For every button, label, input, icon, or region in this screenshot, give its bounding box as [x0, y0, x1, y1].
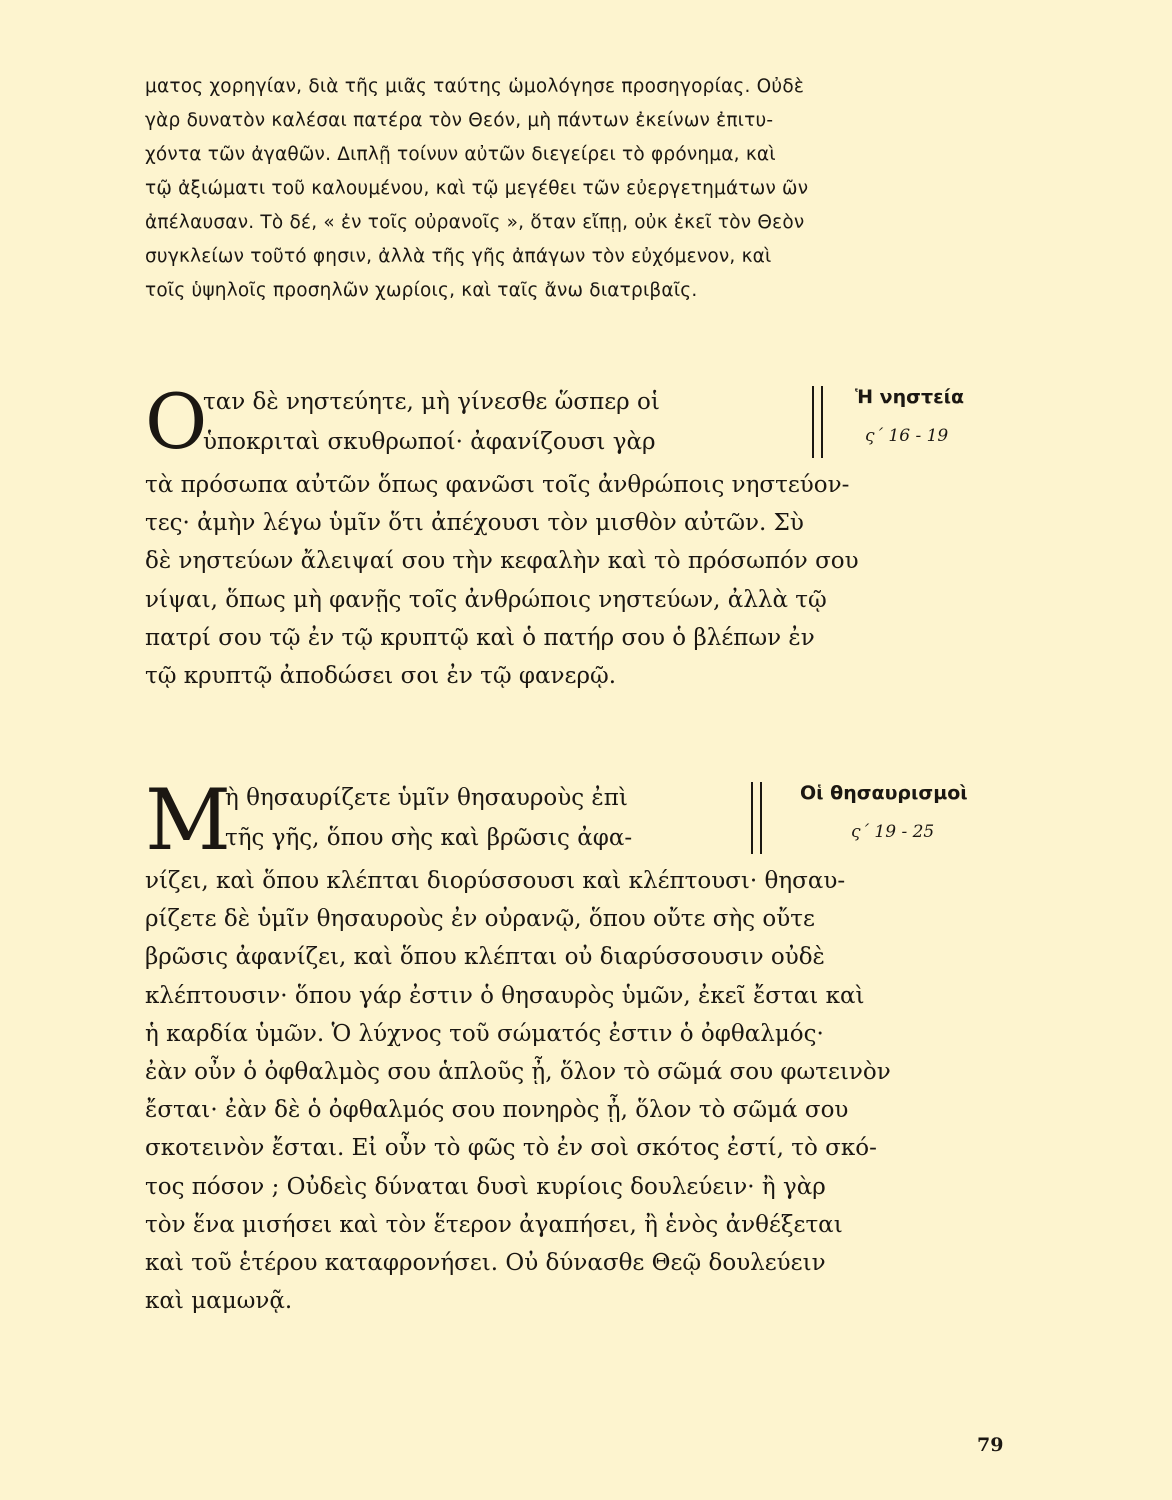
text-line: ἡ καρδία ὑμῶν. Ὁ λύχνος τοῦ σώματός ἐστιν ὁ ὀφθαλμός·	[145, 1020, 824, 1047]
commentary-line: ματος χορηγίαν, διὰ τῆς μιᾶς ταύτης ὡμολόγησε προσηγορίας. Οὐδὲ	[145, 76, 805, 97]
text-line: ἔσται· ἐὰν δὲ ὁ ὀφθαλμός σου πονηρὸς ᾖ, ὅλον τὸ σῶμά σου	[145, 1097, 849, 1124]
drop-line: ὑποκριταὶ σκυθρωποί· ἀφανίζουσι γὰρ	[203, 429, 656, 455]
commentary-line: συγκλείων τοῦτό φησιν, ἀλλὰ τῆς γῆς ἀπάγων τὸν εὐχόμενον, καὶ	[145, 246, 772, 267]
page-number: 79	[977, 1434, 1004, 1456]
text-line: καὶ τοῦ ἑτέρου καταφρονήσει. Οὐ δύνασθε Θεῷ δουλεύειν	[145, 1249, 826, 1276]
commentary-block	[145, 70, 1005, 308]
verse-reference: ς΄ 16 - 19	[865, 426, 949, 446]
text-line: καὶ μαμωνᾷ.	[145, 1288, 293, 1315]
section-side-title: Ἡ νηστεία	[855, 386, 965, 408]
text-line: κλέπτουσιν· ὅπου γάρ ἐστιν ὁ θησαυρὸς ὑμῶν, ἐκεῖ ἔσται καὶ	[145, 982, 865, 1009]
text-line: τὸν ἕνα μισήσει καὶ τὸν ἕτερον ἀγαπήσει, ἢ ἑνὸς ἀνθέξεται	[145, 1211, 843, 1238]
section-side-title: Οἱ θησαυρισμοὶ	[800, 782, 968, 804]
drop-line: τῆς γῆς, ὅπου σὴς καὶ βρῶσις ἀφα-	[225, 825, 633, 851]
text-line: νίψαι, ὅπως μὴ φανῇς τοῖς ἀνθρώποις νηστεύων, ἀλλὰ τῷ	[145, 586, 827, 613]
text-line: ἐὰν οὖν ὁ ὀφθαλμὸς σου ἁπλοῦς ᾖ, ὅλον τὸ σῶμά σου φωτεινὸν	[145, 1058, 891, 1085]
text-line: τος πόσον ; Οὐδεὶς δύναται δυσὶ κυρίοις δουλεύειν· ἢ γὰρ	[145, 1173, 826, 1200]
margin-double-rule	[751, 782, 762, 854]
commentary-line: τοῖς ὑψηλοῖς προσηλῶν χωρίοις, καὶ ταῖς ἄνω διατριβαῖς.	[145, 280, 698, 301]
text-line: πατρί σου τῷ ἐν τῷ κρυπτῷ καὶ ὁ πατήρ σου ὁ βλέπων ἐν	[145, 624, 815, 651]
drop-line: ταν δὲ νηστεύητε, μὴ γίνεσθε ὥσπερ οἱ	[203, 389, 660, 415]
text-line: ρίζετε δὲ ὑμῖν θησαυροὺς ἐν οὐρανῷ, ὅπου οὔτε σὴς οὔτε	[145, 906, 815, 933]
margin-double-rule	[812, 386, 823, 458]
drop-cap: Μ	[145, 771, 232, 869]
text-line: τὰ πρόσωπα αὐτῶν ὅπως φανῶσι τοῖς ἀνθρώποις νηστεύον-	[145, 472, 850, 498]
text-line: σκοτεινὸν ἔσται. Εἰ οὖν τὸ φῶς τὸ ἐν σοὶ σκότος ἐστί, τὸ σκό-	[145, 1135, 877, 1162]
drop-line: ὴ θησαυρίζετε ὑμῖν θησαυροὺς ἐπὶ	[225, 785, 628, 811]
section-heading-row	[145, 377, 1015, 466]
drop-cap: Ο	[145, 377, 208, 466]
commentary-line: γὰρ δυνατὸν καλέσαι πατέρα τὸν Θεόν, μὴ πάντων ἐκείνων ἐπιτυ-	[145, 110, 774, 131]
commentary-line: τῷ ἀξιώματι τοῦ καλουμένου, καὶ τῷ μεγέθει τῶν εὐεργετημάτων ῶν	[145, 178, 809, 199]
commentary-line: ἀπέλαυσαν. Τὸ δέ, « ἐν τοῖς οὐρανοῖς », ὅταν εἴπῃ, οὐκ ἐκεῖ τὸν Θεὸν	[145, 212, 805, 233]
text-line: τῷ κρυπτῷ ἀποδώσει σοι ἐν τῷ φανερῷ.	[145, 662, 617, 689]
text-line: βρῶσις ἀφανίζει, καὶ ὅπου κλέπται οὐ διαρύσσουσιν οὐδὲ	[145, 944, 825, 971]
verse-reference: ς΄ 19 - 25	[851, 822, 935, 842]
commentary-line: χόντα τῶν ἀγαθῶν. Διπλῇ τοίνυν αὐτῶν διεγείρει τὸ φρόνημα, καὶ	[145, 144, 776, 165]
text-line: δὲ νηστεύων ἄλειψαί σου τὴν κεφαλὴν καὶ τὸ πρόσωπόν σου	[145, 548, 859, 575]
section-treasures	[145, 771, 1015, 1320]
text-line: τες· ἀμὴν λέγω ὑμῖν ὅτι ἀπέχουσι τὸν μισθὸν αὐτῶν. Σὺ	[145, 510, 804, 537]
section-fasting	[145, 377, 1015, 695]
text-line: νίζει, καὶ ὅπου κλέπται διορύσσουσι καὶ κλέπτουσι· θησαυ-	[145, 868, 846, 894]
section-heading-row	[145, 771, 1015, 869]
